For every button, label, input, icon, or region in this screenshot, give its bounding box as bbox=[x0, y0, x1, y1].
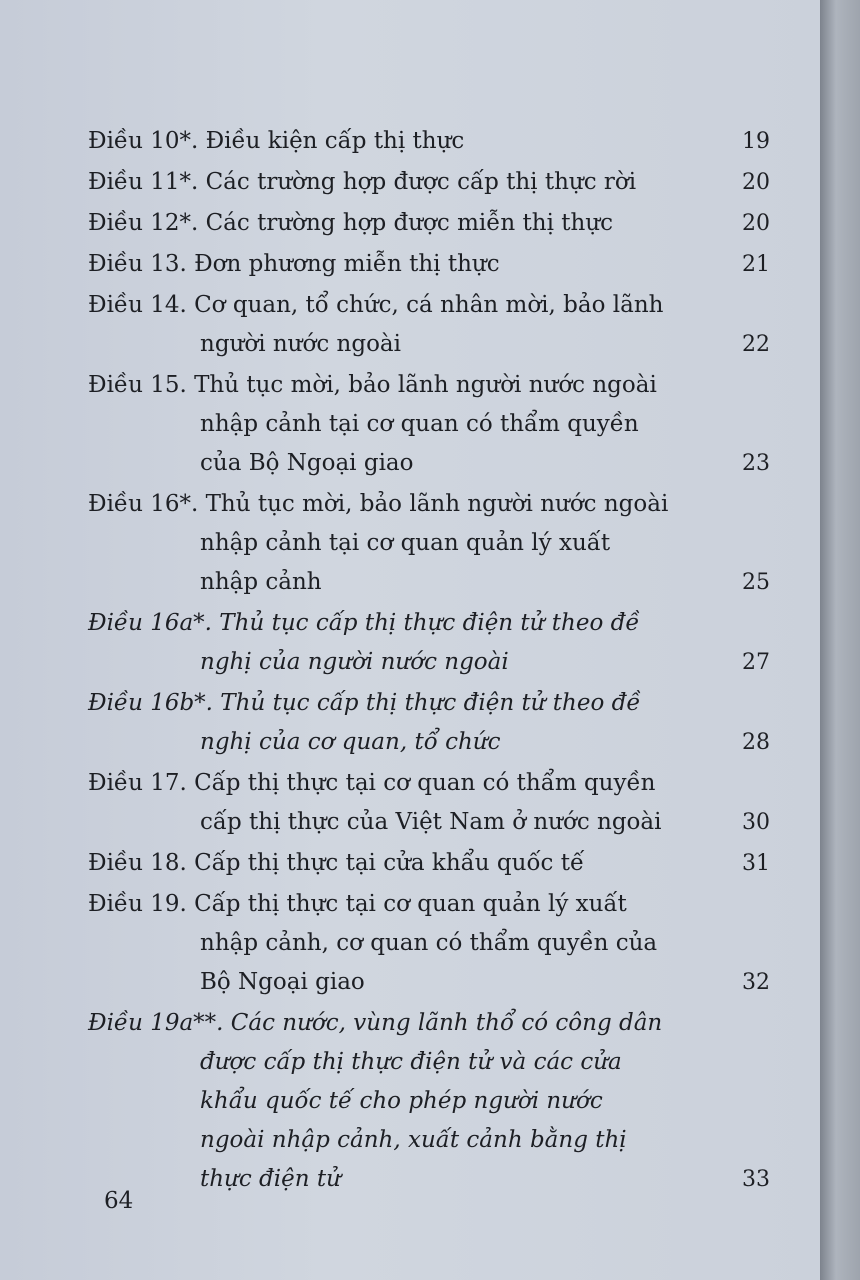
toc-entry-dieu-12 bbox=[88, 204, 770, 243]
toc-entry-title: Điều 11*. Các trường hợp được cấp thị thực rời bbox=[88, 169, 637, 195]
toc-entry-continuation: được cấp thị thực điện tử và các cửa bbox=[200, 1049, 622, 1075]
toc-page-number: 31 bbox=[742, 851, 770, 876]
toc-entry-title: Điều 14. Cơ quan, tổ chức, cá nhân mời, bảo lãnh bbox=[88, 292, 664, 318]
toc-entry-title: Điều 19a**. Các nước, vùng lãnh thổ có công dân bbox=[88, 1010, 663, 1036]
toc-page-number: 20 bbox=[742, 211, 770, 236]
toc-page-number: 23 bbox=[742, 451, 770, 476]
toc-page-number: 30 bbox=[742, 810, 770, 835]
toc-entry-dieu-16 bbox=[88, 485, 770, 602]
toc-page-number: 27 bbox=[742, 650, 770, 675]
toc-entry-dieu-10 bbox=[88, 122, 770, 161]
toc-entry-dieu-19 bbox=[88, 885, 770, 1002]
toc-entry-dieu-17 bbox=[88, 764, 770, 842]
toc-entry-dieu-13 bbox=[88, 245, 770, 284]
toc-entry-continuation: nhập cảnh tại cơ quan quản lý xuất bbox=[200, 530, 611, 556]
toc-entry-continuation: Bộ Ngoại giao bbox=[200, 969, 365, 995]
toc-page-number: 21 bbox=[742, 252, 770, 277]
toc-entry-continuation: khẩu quốc tế cho phép người nước bbox=[200, 1088, 603, 1114]
toc-entry-continuation: cấp thị thực của Việt Nam ở nước ngoài bbox=[200, 809, 662, 835]
toc-entry-continuation: ngoài nhập cảnh, xuất cảnh bằng thị bbox=[200, 1127, 627, 1153]
toc-entry-dieu-11 bbox=[88, 163, 770, 202]
toc-page-number: 20 bbox=[742, 170, 770, 195]
toc-entry-dieu-15 bbox=[88, 366, 770, 483]
toc-page-number: 32 bbox=[742, 970, 770, 995]
toc-entry-continuation: nghị của người nước ngoài bbox=[200, 649, 509, 675]
toc-entry-title: Điều 19. Cấp thị thực tại cơ quan quản lý xuất bbox=[88, 891, 627, 917]
table-of-contents bbox=[88, 122, 770, 1201]
toc-entry-dieu-14 bbox=[88, 286, 770, 364]
toc-entry-title: Điều 16*. Thủ tục mời, bảo lãnh người nước ngoài bbox=[88, 491, 669, 517]
toc-entry-title: Điều 16a*. Thủ tục cấp thị thực điện tử theo đề bbox=[88, 610, 640, 636]
toc-entry-dieu-16a bbox=[88, 604, 770, 682]
toc-entry-dieu-19a bbox=[88, 1004, 770, 1199]
toc-entry-continuation: người nước ngoài bbox=[200, 331, 401, 357]
toc-entry-title: Điều 10*. Điều kiện cấp thị thực bbox=[88, 128, 465, 154]
toc-entry-continuation: của Bộ Ngoại giao bbox=[200, 450, 414, 476]
toc-entry-dieu-16b bbox=[88, 684, 770, 762]
book-page-edge bbox=[820, 0, 860, 1280]
toc-entry-continuation: nhập cảnh tại cơ quan có thẩm quyền bbox=[200, 411, 639, 437]
toc-entry-title: Điều 15. Thủ tục mời, bảo lãnh người nước ngoài bbox=[88, 372, 657, 398]
toc-page-number: 22 bbox=[742, 332, 770, 357]
toc-page-number: 33 bbox=[742, 1167, 770, 1192]
toc-entry-title: Điều 13. Đơn phương miễn thị thực bbox=[88, 251, 500, 277]
toc-entry-title: Điều 18. Cấp thị thực tại cửa khẩu quốc tế bbox=[88, 850, 585, 876]
toc-entry-continuation: nghị của cơ quan, tổ chức bbox=[200, 729, 501, 755]
toc-entry-continuation: nhập cảnh bbox=[200, 569, 322, 595]
toc-entry-title: Điều 16b*. Thủ tục cấp thị thực điện tử theo đề bbox=[88, 690, 641, 716]
toc-page-number: 28 bbox=[742, 730, 770, 755]
toc-page-number: 19 bbox=[742, 129, 770, 154]
toc-entry-dieu-18 bbox=[88, 844, 770, 883]
page-folio-number: 64 bbox=[104, 1188, 134, 1214]
toc-entry-title: Điều 17. Cấp thị thực tại cơ quan có thẩm quyền bbox=[88, 770, 656, 796]
toc-entry-continuation: nhập cảnh, cơ quan có thẩm quyền của bbox=[200, 930, 658, 956]
toc-page-number: 25 bbox=[742, 570, 770, 595]
toc-entry-continuation: thực điện tử bbox=[200, 1166, 341, 1192]
toc-entry-title: Điều 12*. Các trường hợp được miễn thị thực bbox=[88, 210, 614, 236]
